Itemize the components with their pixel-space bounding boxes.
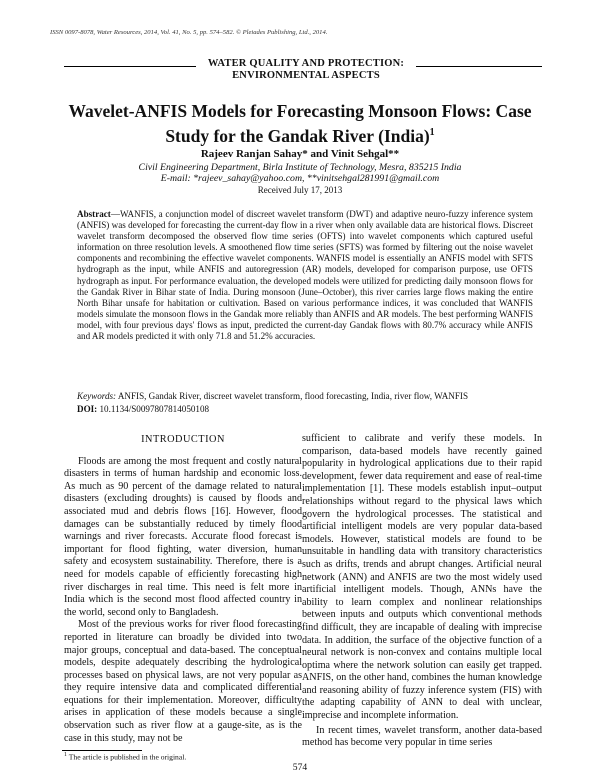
abstract-label: Abstract [77,209,111,219]
doi-value: 10.1134/S0097807814050108 [99,404,210,414]
abstract-text: —WANFIS, a conjunction model of discreet wavelet transform (DWT) and adaptive neuro-fuzzy inference system (ANFIS) was developed for forecasting the current-day flow in a river when only available data are historical flows. Discreet wavelet transform decomposed the observed flow time series (OFTS) into wavelet components which captured useful information on three resolution levels. A smoothened flow time series (SFTS) was formed by filtering out the noise wavelet components and recombining the effective wavelet components. WANFIS model is essentially an ANFIS model with SFTS hydrograph as the input, while ANFIS and autoregression (AR) models, developed for comparison purpose, use OFTS hydrograph as input. For performance evaluation, the developed models were utilized for predicting daily monsoon flows for the Gandak River in Bihar state of India. During monsoon (June–October), this river carries large flows making the entire North Bihar unsafe for habitation or cultivation. Based on various performance indices, it was concluded that WANFIS models simulate the monsoon flows in the Gandak more reliably than ANFIS and AR models. The best performing WANFIS model, with four previous days' flows as input, predicted the current-day Gandak flows with 80.7% accuracy while ANFIS and AR models predicted it with only 71.8 and 51.2% accuracies. [77,209,533,342]
section-heading-line1: WATER QUALITY AND PROTECTION: [207,58,405,69]
author-emails: E-mail: *rajeev_sahay@yahoo.com, **vinitsehgal281991@gmail.com [160,173,440,184]
intro-paragraph-2: Most of the previous works for river flood forecasting reported in literature can broadly be divided into two major groups, conceptual and data-based. The conceptual models, despite adequately describing the hydrological processes based on physical laws, are not very popular as they require intensive data and complicated differential equations for their implementation. Moreover, difficulty arises in application of these models because a single observation such as river flow at a gauge-site, as is the case in this study, may not be [64,619,302,744]
section-heading-line2: ENVIRONMENTAL ASPECTS [232,70,380,81]
doi [77,404,533,414]
section-rule-right [416,66,542,67]
received-date: Received July 17, 2013 [257,185,343,195]
footnote [64,752,186,762]
keywords-label: Keywords: [77,391,117,401]
keywords [77,391,533,402]
author-list: Rajeev Ranjan Sahay* and Vinit Sehgal** [200,148,400,160]
page-number: 574 [292,762,308,773]
footnote-text: The article is published in the original. [68,752,187,762]
journal-citation: ISSN 0097-8078, Water Resources, 2014, Vol. 41, No. 5, pp. 574–582. © Pleiades Publishing, Ltd., 2014. [50,29,328,36]
article-title [55,100,545,147]
abstract [77,209,533,342]
footnote-rule [62,750,142,751]
keywords-text: ANFIS, Gandak River, discreet wavelet transform, flood forecasting, India, river flow, WANFIS [117,391,469,401]
section-rule-left [64,66,196,67]
introduction-heading: INTRODUCTION [141,434,225,445]
doi-label: DOI: [77,404,98,414]
intro-paragraph-4: In recent times, wavelet transform, another data-based method has become very popular in time series [302,724,542,749]
article-title-text: Wavelet-ANFIS Models for Forecasting Monsoon Flows: Case Study for the Gandak River (India) [68,101,532,146]
footnote-mark: 1 [64,752,67,758]
intro-paragraph-3: sufficient to calibrate and verify these models. In comparison, data-based models have recently gained popularity in hydrological applications due to their rapid development, fewer data requirement and ease of real-time implementation [1]. These models establish input–output relationships without regard to the physical laws which govern the hydrological processes. The statistical and artificial intelligent models are very popular data-based models. However, statistical models are found to be unsuitable in handling data with transitory characteristics such as drifts, trends and abrupt changes. Artificial neural network (ANN) and ANFIS are two the most widely used artificial intelligent models. Though, ANNs have the ability to learn complex and nonlinear relationships between inputs and outputs which conventional methods find difficult, they are incapable of dealing with imprecise data. In addition, the surface of the objective function of a neural network is non-convex and contains multiple local optima where the network solution can easily get trapped. ANFIS, on the other hand, combines the human knowledge and reasoning ability of fuzzy inference system (FIS) with the adapting capability of ANN to deal with unclear, imprecise and incomplete information. [302,433,542,722]
affiliation: Civil Engineering Department, Birla Institute of Technology, Mesra, 835215 India [138,162,462,173]
intro-paragraph-1: Floods are among the most frequent and costly natural disasters in terms of human hardship and economic loss. As much as 90 percent of the damage related to natural disasters (excluding droughts) is caused by floods and associated mud and debris flows [16]. However, flood damages can be substantially reduced by timely flood warnings and river forecasts. Accurate flood forecast is important for flood fighting, water diversion, human safety and ecosystem sustainability. Therefore, there is a need for models capable of efficiently forecasting high river discharges in real time. This need is felt more in India which is the second most flood affected country in the world, second only to Bangladesh. [64,455,302,618]
section-heading [200,58,412,82]
right-column [302,433,542,750]
left-column [64,432,302,745]
title-footnote-mark: 1 [429,127,435,138]
